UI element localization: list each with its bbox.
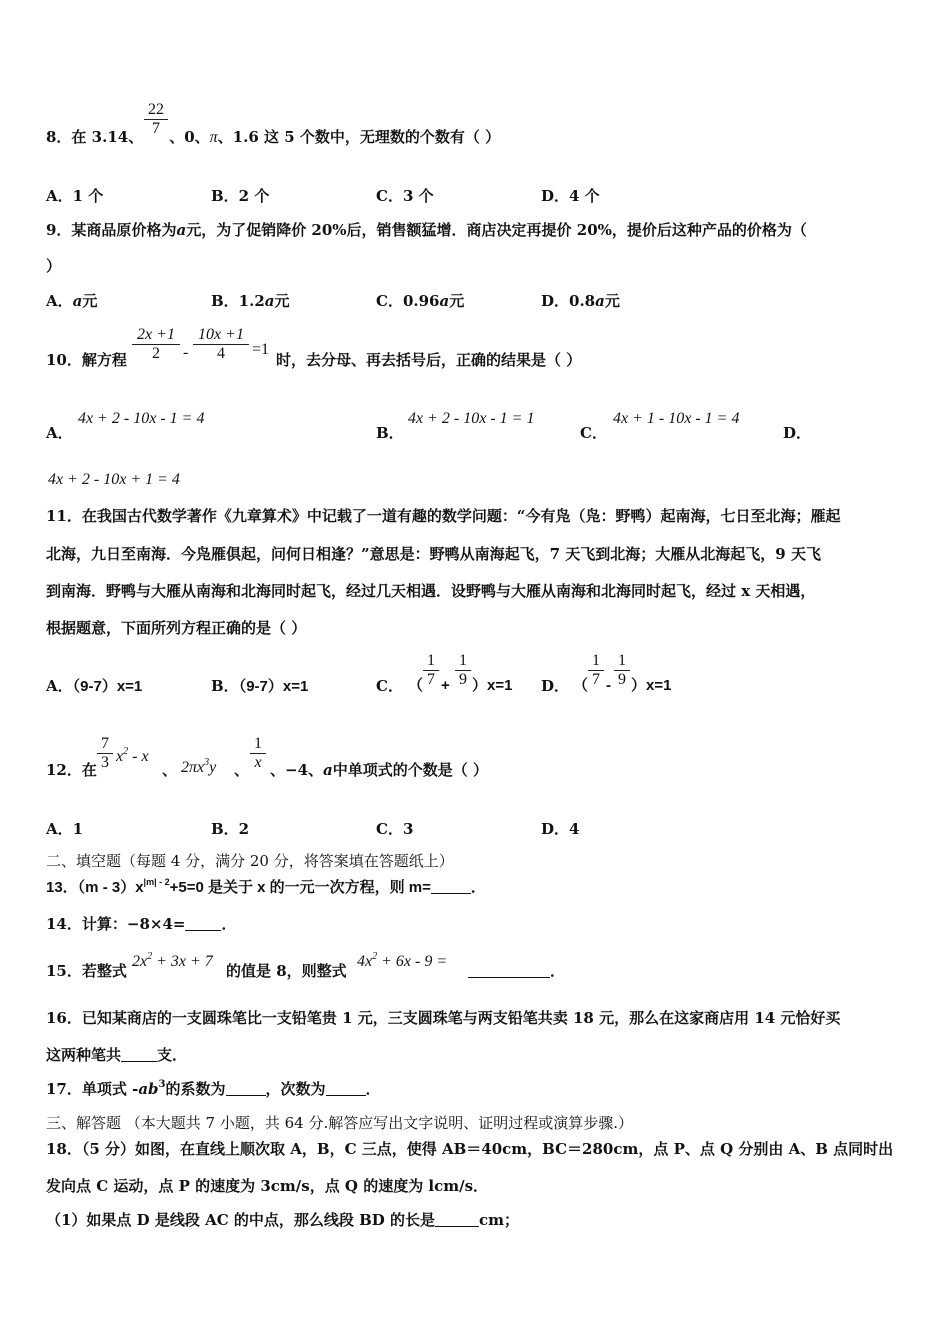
option-c-open-paren: （ xyxy=(408,677,424,694)
question-18-line-2: 发向点 C 运动，点 P 的速度为 3cm/s，点 Q 的速度为 lcm/s． xyxy=(46,1177,489,1195)
option-c-label[interactable]: C． xyxy=(376,677,403,695)
option-b[interactable]: B．（9-7）x=1 xyxy=(211,677,309,695)
option-a[interactable]: A．a元 xyxy=(46,292,98,310)
term-2: $2\pi x^3y$ xyxy=(181,757,217,776)
question-15-label: 15．若整式 xyxy=(46,962,127,980)
option-a[interactable]: A．（9-7）x=1 xyxy=(46,677,143,695)
fraction-10x-plus-1-over-4: 10x +1 4 xyxy=(193,326,249,363)
term-1: $x^2$ - x xyxy=(116,746,149,765)
option-d[interactable]: D．4 xyxy=(541,820,580,838)
question-14: 14．计算：−8×4= ． xyxy=(46,915,237,933)
option-d[interactable]: D．4 个 xyxy=(541,187,600,205)
question-15-mid: 的值是 8，则整式 xyxy=(226,962,347,980)
fraction-1-9: 1 9 xyxy=(455,652,471,689)
option-c[interactable]: C．0.96a元 xyxy=(376,292,465,310)
answer-blank[interactable] xyxy=(121,1047,157,1062)
question-11-line-3: 到南海．野鸭与大雁从南海和北海同时起飞，经过几天相遇．设野鸭与大雁从南海和北海同时起飞，经过 x 天相遇， xyxy=(46,582,816,600)
option-b-label[interactable]: B． xyxy=(376,424,404,442)
minus-sign: - xyxy=(183,344,189,361)
question-16-line-2: 这两种笔共 支． xyxy=(46,1046,188,1064)
question-13: 13．$(m - 3)x^{|m| - 2}+5=0$ 是关于 x 的一元一次方程，则 m= ． xyxy=(46,877,486,896)
expression-1: $2x^2 + 3x + 7$ xyxy=(132,951,213,970)
answer-blank[interactable] xyxy=(226,1081,266,1096)
fraction-1-7: 1 7 xyxy=(423,652,439,689)
option-c[interactable]: C．3 xyxy=(376,820,414,838)
option-c-expression: 4x + 1 - 10x - 1 = 4 xyxy=(613,410,740,427)
option-a-expression: 4x + 2 - 10x - 1 = 4 xyxy=(78,410,205,427)
fraction-7-3: 7 3 xyxy=(97,735,113,772)
option-d-label[interactable]: D． xyxy=(783,424,812,442)
question-10-stem: 时，去分母、再去括号后，正确的结果是（ ） xyxy=(276,351,582,369)
equals-one: =1 xyxy=(252,341,270,358)
section-2-heading: 二、填空题（每题 4 分，满分 20 分，将答案填在答题纸上） xyxy=(46,852,454,870)
answer-blank[interactable] xyxy=(431,879,471,894)
fraction-22-7: 22 7 xyxy=(144,101,168,138)
question-16-line-1: 16．已知某商店的一支圆珠笔比一支铅笔贵 1 元，三支圆珠笔与两支铅笔共卖 18 元，那么在这家商店用 14 元恰好买 xyxy=(46,1009,841,1027)
question-12-stem: 、−4、a中单项式的个数是（ ） xyxy=(270,761,488,779)
option-b[interactable]: B．2 xyxy=(211,820,250,838)
question-8-stem: 8．在 3.14、 、0、π、1.6 这 5 个数中，无理数的个数有（ ） xyxy=(46,128,501,146)
question-18-line-1: 18．（5 分）如图，在直线上顺次取 A，B，C 三点，使得 AB＝40cm，BC＝280cm，点 P、点 Q 分别由 A、B 点同时出 xyxy=(46,1140,894,1158)
fraction-1-over-x: 1 x xyxy=(250,735,266,772)
separator: 、 xyxy=(234,761,250,779)
option-d-open-paren: （ xyxy=(573,677,589,694)
section-3-heading: 三、解答题 （本大题共 7 小题，共 64 分.解答应写出文字说明、证明过程或演算步骤.） xyxy=(46,1114,634,1132)
question-18-part-1: （1）如果点 D 是线段 AC 的中点，那么线段 BD 的长是 cm； xyxy=(46,1211,520,1229)
option-b[interactable]: B．1.2a元 xyxy=(211,292,290,310)
fraction-2x-plus-1-over-2: 2x +1 2 xyxy=(132,326,180,363)
option-a[interactable]: A．1 xyxy=(46,820,84,838)
question-17: 17．单项式 $-ab^3$的系数为 ，次数为 ． xyxy=(46,1079,381,1098)
option-d[interactable]: D．0.8a元 xyxy=(541,292,620,310)
answer-blank[interactable] xyxy=(435,1212,479,1227)
question-12-label: 12．在 xyxy=(46,761,97,779)
question-11-line-4: 根据题意，下面所列方程正确的是（ ） xyxy=(46,619,307,637)
option-a-label[interactable]: A． xyxy=(46,424,73,442)
option-b[interactable]: B．2 个 xyxy=(211,187,270,205)
option-c[interactable]: C．3 个 xyxy=(376,187,434,205)
minus-sign: - xyxy=(606,677,611,694)
question-11-line-2: 北海，九日至南海．今凫雁俱起，问何日相逢？”意思是：野鸭从南海起飞，7 天飞到北海；大雁从北海起飞，9 天飞 xyxy=(46,545,821,563)
option-d-expression: 4x + 2 - 10x + 1 = 4 xyxy=(48,471,180,488)
question-9-stem: 9．某商品原价格为a元，为了促销降价 20%后，销售额猛增．商店决定再提价 20%，提价后这种产品的价格为（ xyxy=(46,221,807,239)
fraction-1-7: 1 7 xyxy=(588,652,604,689)
expression-2: $4x^2 + 6x - 9$ = xyxy=(357,951,448,970)
question-11-line-1: 11．在我国古代数学著作《九章算术》中记载了一道有趣的数学问题：“今有凫（凫：野鸭）起南海，七日至北海；雁起 xyxy=(46,507,841,525)
plus-sign: + xyxy=(441,677,450,694)
option-c-label[interactable]: C． xyxy=(580,424,607,442)
answer-blank[interactable] xyxy=(326,1081,366,1096)
option-d-label[interactable]: D． xyxy=(541,677,570,695)
option-d-close: ）x=1 xyxy=(631,677,672,694)
option-c-close: ）x=1 xyxy=(472,677,513,694)
answer-blank[interactable] xyxy=(468,963,550,978)
option-a[interactable]: A．1 个 xyxy=(46,187,104,205)
question-9-stem-end: ） xyxy=(46,257,62,275)
question-10-label: 10．解方程 xyxy=(46,351,127,369)
answer-blank[interactable] xyxy=(185,916,221,931)
separator: 、 xyxy=(162,761,178,779)
option-b-expression: 4x + 2 - 10x - 1 = 1 xyxy=(408,410,535,427)
answer-line: ． xyxy=(468,962,565,980)
fraction-1-9: 1 9 xyxy=(614,652,630,689)
